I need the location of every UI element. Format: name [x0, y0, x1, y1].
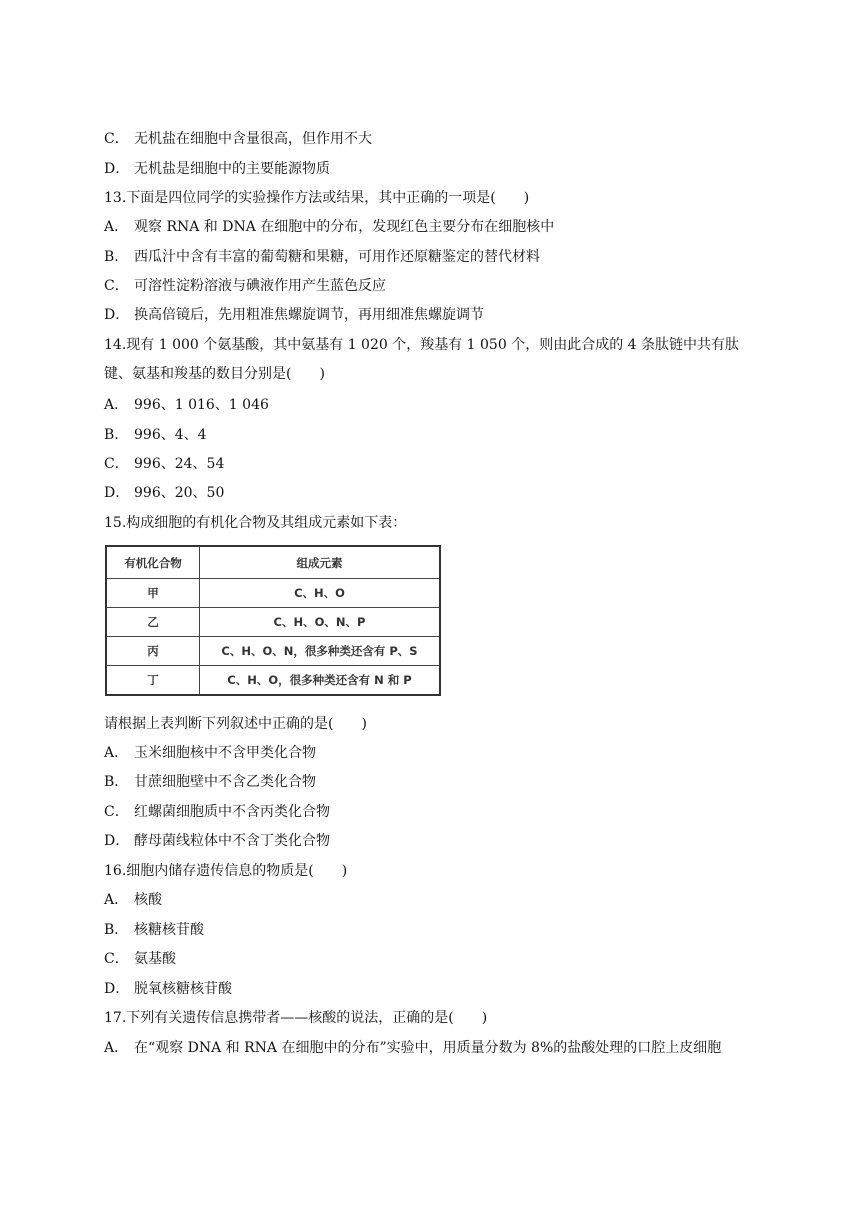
table-header-row	[106, 546, 440, 579]
question-15: 15.构成细胞的有机化合物及其组成元素如下表：	[104, 515, 407, 531]
q14-option-c	[104, 454, 224, 474]
option-text: 996、24、54	[134, 456, 225, 472]
option-label: B．	[104, 774, 129, 790]
q12-option-c	[104, 129, 372, 149]
option-text: 996、1 016、1 046	[134, 397, 269, 413]
option-text: 核酸	[134, 892, 162, 908]
q16-option-b	[104, 920, 204, 940]
option-label: C．	[104, 456, 129, 472]
option-label: D．	[104, 307, 130, 323]
table-cell: C、H、O、N、P	[200, 608, 441, 637]
q16-option-d	[104, 979, 232, 999]
question-13: 13.下面是四位同学的实验操作方法或结果，其中正确的一项是( )	[104, 190, 530, 206]
q16-option-c	[104, 949, 176, 969]
table-row	[106, 608, 440, 637]
option-text: 甘蔗细胞壁中不含乙类化合物	[134, 774, 316, 790]
question-14-line2: 键、氨基和羧基的数目分别是( )	[104, 366, 325, 382]
table-cell: 丙	[106, 637, 200, 666]
table-cell: C、H、O、N，很多种类还含有 P、S	[200, 637, 441, 666]
table-cell: C、H、O，很多种类还含有 N 和 P	[200, 666, 441, 696]
option-text: 无机盐是细胞中的主要能源物质	[134, 161, 330, 177]
table-row	[106, 637, 440, 666]
q15-option-d	[104, 831, 330, 851]
option-text: 观察 RNA 和 DNA 在细胞中的分布，发现红色主要分布在细胞核中	[134, 219, 555, 235]
option-label: D．	[104, 833, 130, 849]
option-label: C．	[104, 804, 129, 820]
q14-option-d	[104, 483, 224, 503]
question-17: 17.下列有关遗传信息携带者——核酸的说法，正确的是( )	[104, 1010, 488, 1026]
q15-option-a	[104, 743, 316, 763]
option-label: D．	[104, 161, 130, 177]
option-text: 在“观察 DNA 和 RNA 在细胞中的分布”实验中，用质量分数为 8%的盐酸处理的口腔上皮细胞	[134, 1040, 722, 1056]
table-header: 有机化合物	[106, 546, 200, 579]
q16-option-a	[104, 890, 162, 910]
option-text: 红螺菌细胞质中不含丙类化合物	[134, 804, 330, 820]
option-text: 酵母菌线粒体中不含丁类化合物	[134, 833, 330, 849]
q13-option-c	[104, 276, 386, 296]
option-text: 氨基酸	[134, 951, 176, 967]
option-label: B．	[104, 922, 129, 938]
option-text: 核糖核苷酸	[134, 922, 204, 938]
option-label: A．	[104, 219, 129, 235]
option-label: D．	[104, 485, 130, 501]
q13-option-a	[104, 217, 554, 237]
table-cell: 甲	[106, 579, 200, 608]
q14-option-a	[104, 395, 269, 415]
table-cell: 乙	[106, 608, 200, 637]
q13-option-d	[104, 305, 484, 325]
option-text: 玉米细胞核中不含甲类化合物	[134, 745, 316, 761]
question-14-line1: 14.现有 1 000 个氨基酸，其中氨基有 1 020 个，羧基有 1 050 个，则由此合成的 4 条肽链中共有肽	[104, 337, 740, 353]
compound-element-table	[105, 545, 441, 696]
option-label: A．	[104, 745, 129, 761]
q15-option-b	[104, 772, 316, 792]
q13-option-b	[104, 247, 540, 267]
option-text: 无机盐在细胞中含量很高，但作用不大	[134, 131, 372, 147]
option-label: A．	[104, 892, 129, 908]
option-text: 西瓜汁中含有丰富的葡萄糖和果糖，可用作还原糖鉴定的替代材料	[134, 249, 540, 265]
table-header: 组成元素	[200, 546, 441, 579]
table-cell: C、H、O	[200, 579, 441, 608]
table-row	[106, 579, 440, 608]
question-16: 16.细胞内储存遗传信息的物质是( )	[104, 863, 348, 879]
table-cell: 丁	[106, 666, 200, 696]
option-text: 脱氧核糖核苷酸	[134, 981, 232, 997]
option-label: C．	[104, 131, 129, 147]
question-15-prompt: 请根据上表判断下列叙述中正确的是( )	[104, 716, 367, 732]
option-text: 换高倍镜后，先用粗准焦螺旋调节，再用细准焦螺旋调节	[134, 307, 484, 323]
option-text: 996、20、50	[134, 485, 225, 501]
table-row	[106, 666, 440, 696]
option-label: B．	[104, 249, 129, 265]
option-label: B．	[104, 427, 129, 443]
option-label: A．	[104, 397, 129, 413]
option-label: D．	[104, 981, 130, 997]
q14-option-b	[104, 425, 207, 445]
option-text: 可溶性淀粉溶液与碘液作用产生蓝色反应	[134, 278, 386, 294]
q12-option-d	[104, 159, 330, 179]
option-text: 996、4、4	[134, 427, 207, 443]
q17-option-a	[104, 1038, 721, 1058]
option-label: C．	[104, 278, 129, 294]
option-label: A．	[104, 1040, 129, 1056]
q15-option-c	[104, 802, 330, 822]
option-label: C．	[104, 951, 129, 967]
